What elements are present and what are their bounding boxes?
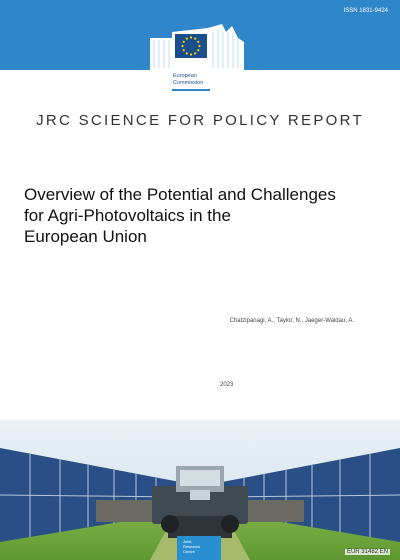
european-commission-logo (150, 18, 244, 92)
report-number: EUR 31482 EN (346, 549, 388, 555)
jrc-badge-line-3: Centre (183, 549, 196, 554)
logo-label-line-2: Commission (173, 79, 204, 86)
issn-number: ISSN 1831-9424 (343, 8, 388, 14)
jrc-badge-line-1: Joint (183, 539, 192, 544)
logo-underline (172, 89, 210, 91)
jrc-badge (177, 536, 221, 560)
report-title (24, 184, 364, 247)
logo-label (173, 73, 203, 86)
logo-label-line-1: European (173, 73, 197, 79)
title-line-1: Overview of the Potential and Challenges (24, 185, 336, 204)
series-label: JRC SCIENCE FOR POLICY REPORT (36, 112, 364, 129)
title-line-2: for Agri-Photovoltaics in the (24, 206, 231, 225)
publication-year: 2023 (220, 382, 234, 388)
title-line-3: European Union (24, 227, 147, 246)
jrc-badge-line-2: Research (183, 544, 201, 549)
authors: Chatzipanagi, A., Taylor, N., Jaeger-Waldau, A. (229, 318, 354, 324)
